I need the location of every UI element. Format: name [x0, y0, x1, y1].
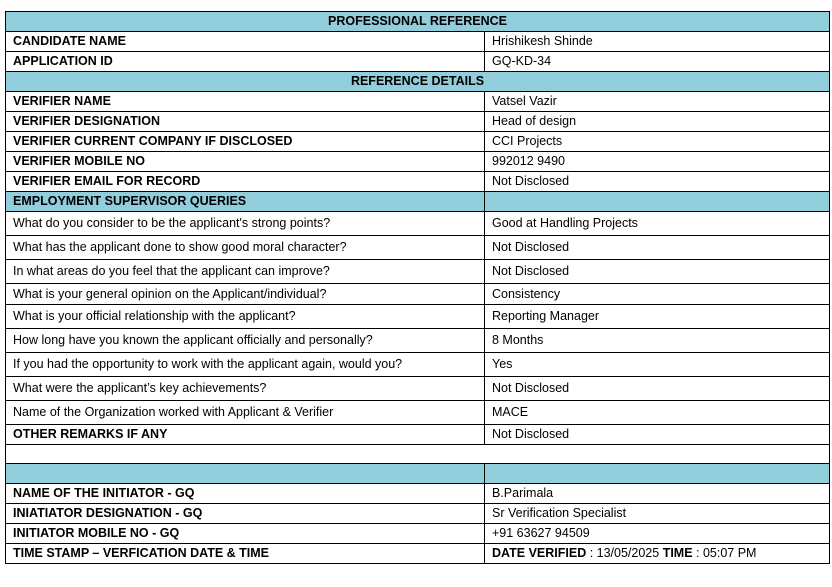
query-label: In what areas do you feel that the applicant can improve? — [6, 260, 485, 284]
reference-details-heading: REFERENCE DETAILS — [6, 72, 830, 92]
queries-heading-empty-cell — [485, 192, 830, 212]
page-title: PROFESSIONAL REFERENCE — [6, 12, 830, 32]
query-answer: MACE — [485, 401, 830, 425]
verifier-mobile-value: 992012 9490 — [485, 152, 830, 172]
candidate-name-label: CANDIDATE NAME — [6, 32, 485, 52]
table-row — [6, 329, 830, 353]
queries-heading: EMPLOYMENT SUPERVISOR QUERIES — [6, 192, 485, 212]
table-row — [6, 32, 830, 52]
time-label: TIME — [662, 546, 693, 561]
verifier-mobile-label: VERIFIER MOBILE NO — [6, 152, 485, 172]
query-answer: Good at Handling Projects — [485, 212, 830, 236]
initiator-band-left — [6, 464, 485, 484]
title-row — [6, 12, 830, 32]
table-row — [6, 132, 830, 152]
query-answer: Yes — [485, 353, 830, 377]
query-answer: Consistency — [485, 284, 830, 305]
query-label: What is your general opinion on the Applicant/individual? — [6, 284, 485, 305]
table-row — [6, 52, 830, 72]
initiator-designation-label: INIATIATOR DESIGNATION - GQ — [6, 504, 485, 524]
initiator-band-right — [485, 464, 830, 484]
verifier-designation-label: VERIFIER DESIGNATION — [6, 112, 485, 132]
query-label: How long have you known the applicant officially and personally? — [6, 329, 485, 353]
date-verified-label: DATE VERIFIED — [492, 546, 587, 561]
queries-heading-row — [6, 192, 830, 212]
verifier-email-label: VERIFIER EMAIL FOR RECORD — [6, 172, 485, 192]
table-row — [6, 92, 830, 112]
table-row — [6, 401, 830, 425]
other-remarks-value: Not Disclosed — [485, 425, 830, 445]
verifier-company-value: CCI Projects — [485, 132, 830, 152]
table-row — [6, 524, 830, 544]
initiator-mobile-value: +91 63627 94509 — [485, 524, 830, 544]
table-row — [6, 112, 830, 132]
table-row — [6, 484, 830, 504]
application-id-label: APPLICATION ID — [6, 52, 485, 72]
query-label: What were the applicant’s key achievements? — [6, 377, 485, 401]
query-label: What has the applicant done to show good moral character? — [6, 236, 485, 260]
application-id-value: GQ-KD-34 — [485, 52, 830, 72]
verifier-designation-value: Head of design — [485, 112, 830, 132]
verifier-email-value: Not Disclosed — [485, 172, 830, 192]
spacer-row — [6, 445, 830, 464]
table-row — [6, 353, 830, 377]
query-label: What do you consider to be the applicant's strong points? — [6, 212, 485, 236]
timestamp-label: TIME STAMP – VERFICATION DATE & TIME — [6, 544, 485, 564]
query-answer: Not Disclosed — [485, 377, 830, 401]
table-row — [6, 305, 830, 329]
initiator-mobile-label: INITIATOR MOBILE NO - GQ — [6, 524, 485, 544]
table-row — [6, 260, 830, 284]
table-row — [6, 504, 830, 524]
query-label: Name of the Organization worked with Applicant & Verifier — [6, 401, 485, 425]
query-answer: Reporting Manager — [485, 305, 830, 329]
initiator-name-value: B.Parimala — [485, 484, 830, 504]
table-row — [6, 212, 830, 236]
verifier-name-label: VERIFIER NAME — [6, 92, 485, 112]
initiator-designation-value: Sr Verification Specialist — [485, 504, 830, 524]
table-row — [6, 236, 830, 260]
table-row — [6, 152, 830, 172]
reference-details-heading-row — [6, 72, 830, 92]
query-answer: Not Disclosed — [485, 260, 830, 284]
query-answer: 8 Months — [485, 329, 830, 353]
table-row — [6, 172, 830, 192]
query-label: If you had the opportunity to work with the applicant again, would you? — [6, 353, 485, 377]
timestamp-value — [485, 544, 830, 564]
date-verified-value: : 13/05/2025 — [586, 546, 663, 561]
initiator-name-label: NAME OF THE INITIATOR - GQ — [6, 484, 485, 504]
table-row — [6, 377, 830, 401]
verifier-name-value: Vatsel Vazir — [485, 92, 830, 112]
other-remarks-label: OTHER REMARKS IF ANY — [6, 425, 485, 445]
query-answer: Not Disclosed — [485, 236, 830, 260]
table-row — [6, 284, 830, 305]
table-row — [6, 425, 830, 445]
time-value: : 05:07 PM — [692, 546, 757, 561]
reference-table — [5, 11, 830, 564]
reference-sheet — [5, 11, 829, 564]
table-row — [6, 544, 830, 564]
initiator-band-row — [6, 464, 830, 484]
candidate-name-value: Hrishikesh Shinde — [485, 32, 830, 52]
query-label: What is your official relationship with the applicant? — [6, 305, 485, 329]
spacer-cell — [6, 445, 830, 464]
verifier-company-label: VERIFIER CURRENT COMPANY IF DISCLOSED — [6, 132, 485, 152]
